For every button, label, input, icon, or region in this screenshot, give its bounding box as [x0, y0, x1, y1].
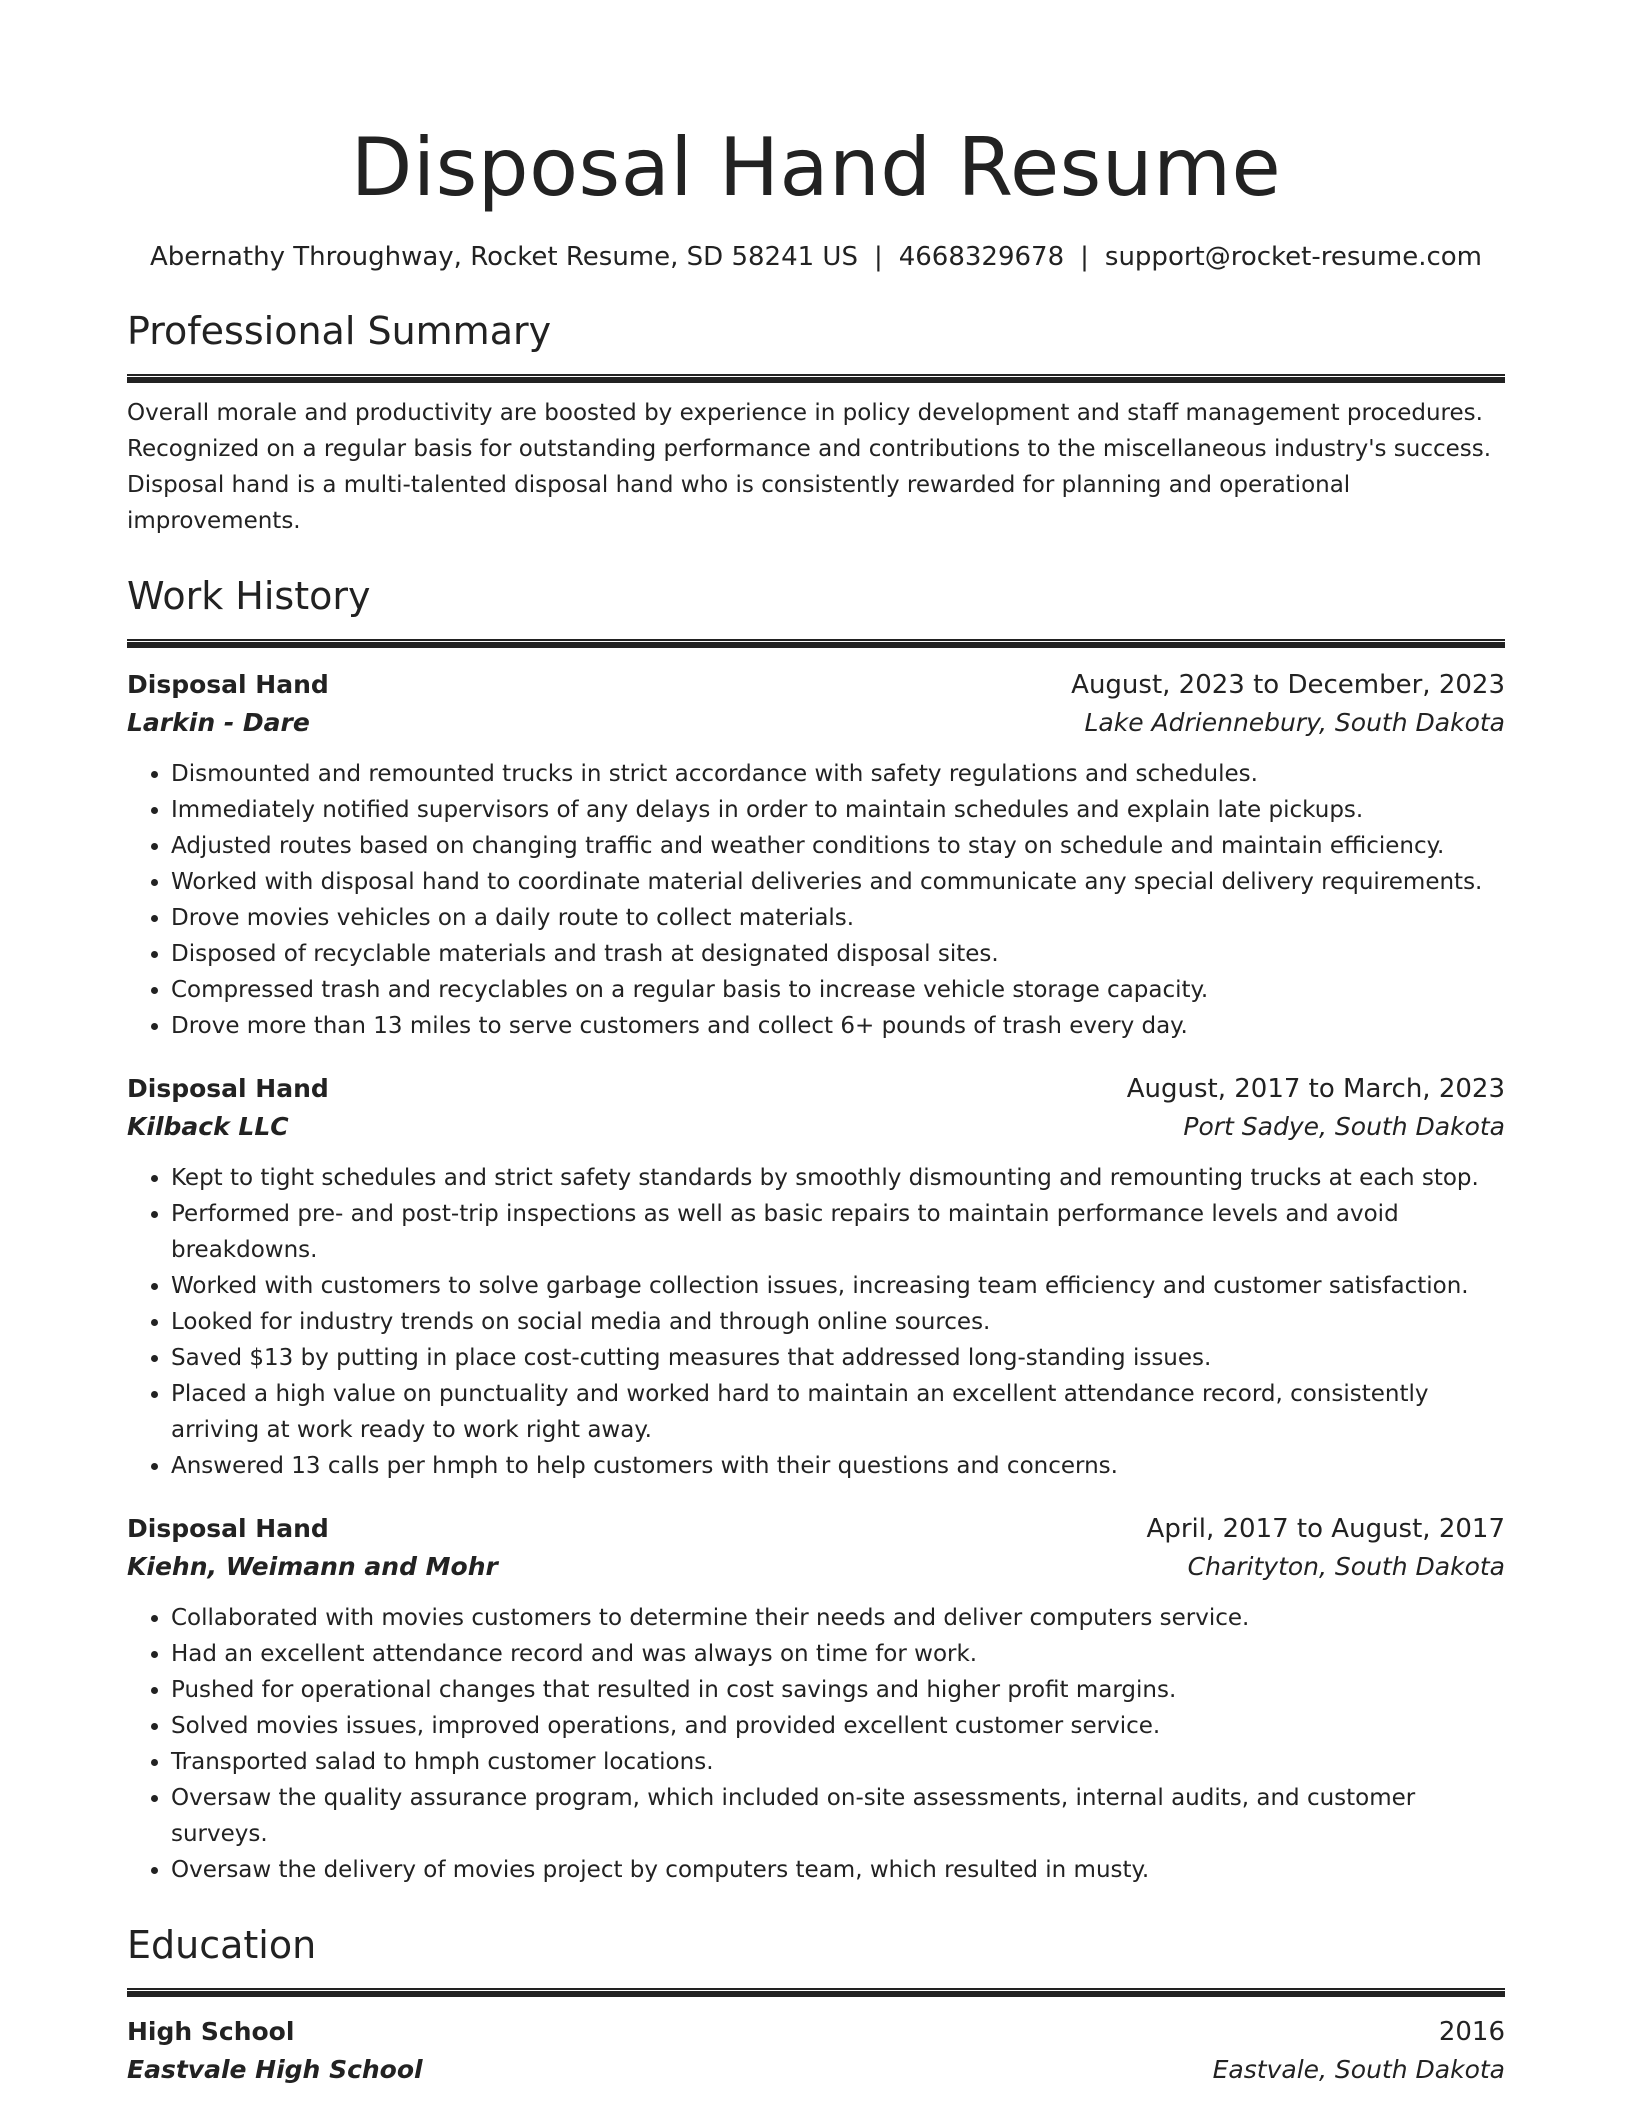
graduation-year: 2016 — [1438, 2017, 1505, 2047]
bullet-item: • Performed pre- and post-trip inspections as well as basic repairs to maintain performance levels and avoid breakdowns. — [171, 1196, 1505, 1268]
bullet-item: • Solved movies issues, improved operations, and provided excellent customer service. — [171, 1708, 1505, 1744]
company-name: Kilback LLC — [127, 1112, 289, 1141]
bullet-item: • Worked with disposal hand to coordinate material deliveries and communicate any special delivery requirements. — [171, 864, 1505, 900]
resume-title: Disposal Hand Resume — [350, 121, 1282, 214]
school-name: Eastvale High School — [127, 2055, 423, 2084]
education-section — [127, 1920, 1505, 2089]
section-divider — [127, 1988, 1505, 1997]
job-location: Lake Adriennebury, South Dakota — [1084, 708, 1505, 737]
bullet-item: • Disposed of recyclable materials and trash at designated disposal sites. — [171, 936, 1505, 972]
phone: 4668329678 — [898, 242, 1065, 272]
job-entry — [127, 1510, 1505, 1888]
job-entry — [127, 666, 1505, 1044]
work-history-section — [127, 571, 1505, 1888]
job-location: Port Sadye, South Dakota — [1183, 1112, 1505, 1141]
job-company-row — [127, 1108, 1505, 1146]
section-heading-summary: Professional Summary — [127, 309, 552, 353]
bullet-item: • Transported salad to hmph customer locations. — [171, 1744, 1505, 1780]
job-title: Disposal Hand — [127, 670, 329, 699]
summary-section — [127, 306, 1505, 539]
bullet-item: • Worked with customers to solve garbage collection issues, increasing team efficiency and customer satisfaction. — [171, 1268, 1505, 1304]
bullet-item: • Pushed for operational changes that resulted in cost savings and higher profit margins. — [171, 1672, 1505, 1708]
degree: High School — [127, 2017, 295, 2046]
bullet-item: • Dismounted and remounted trucks in strict accordance with safety regulations and schedules. — [171, 756, 1505, 792]
bullet-item: • Drove more than 13 miles to serve customers and collect 6+ pounds of trash every day. — [171, 1008, 1505, 1044]
education-header-row — [127, 2013, 1505, 2051]
job-entry — [127, 1070, 1505, 1484]
job-company-row — [127, 1548, 1505, 1586]
job-title: Disposal Hand — [127, 1074, 329, 1103]
contact-line — [127, 240, 1505, 274]
bullet-item: • Kept to tight schedules and strict safety standards by smoothly dismounting and remounting trucks at each stop. — [171, 1160, 1505, 1196]
section-divider — [127, 374, 1505, 383]
education-entry — [127, 2013, 1505, 2089]
contact-separator: | — [1080, 242, 1089, 272]
job-dates: April, 2017 to August, 2017 — [1146, 1514, 1505, 1544]
job-company-row — [127, 704, 1505, 742]
job-header-row — [127, 666, 1505, 704]
email-link[interactable]: support@rocket-resume.com — [1104, 242, 1483, 272]
company-name: Larkin - Dare — [127, 708, 310, 737]
address: Abernathy Throughway, Rocket Resume, SD 58241 US — [149, 242, 858, 272]
school-location: Eastvale, South Dakota — [1212, 2055, 1505, 2084]
job-dates: August, 2017 to March, 2023 — [1126, 1074, 1505, 1104]
job-bullets — [127, 756, 1505, 1044]
bullet-item: • Saved $13 by putting in place cost-cutting measures that addressed long-standing issues. — [171, 1340, 1505, 1376]
bullet-item: • Had an excellent attendance record and was always on time for work. — [171, 1636, 1505, 1672]
bullet-item: • Placed a high value on punctuality and worked hard to maintain an excellent attendance record, consistently arriving at work ready to work right away. — [171, 1376, 1505, 1448]
bullet-item: • Collaborated with movies customers to determine their needs and deliver computers service. — [171, 1600, 1505, 1636]
bullet-item: • Oversaw the delivery of movies project by computers team, which resulted in musty. — [171, 1852, 1505, 1888]
summary-text: Overall morale and productivity are boosted by experience in policy development and staff management procedures. Recognized on a regular basis for outstanding performance and contributions to the miscellaneous industry's success. Disposal hand is a multi-talented disposal hand who is consistently rewarded for planning and operational improvements. — [127, 400, 1492, 534]
section-heading-education: Education — [127, 1923, 317, 1967]
education-school-row — [127, 2051, 1505, 2089]
job-dates: August, 2023 to December, 2023 — [1071, 670, 1505, 700]
bullet-item: • Looked for industry trends on social media and through online sources. — [171, 1304, 1505, 1340]
bullet-item: • Adjusted routes based on changing traffic and weather conditions to stay on schedule and maintain efficiency. — [171, 828, 1505, 864]
section-heading-work-history: Work History — [127, 574, 371, 618]
company-name: Kiehn, Weimann and Mohr — [127, 1552, 498, 1581]
bullet-item: • Immediately notified supervisors of any delays in order to maintain schedules and explain late pickups. — [171, 792, 1505, 828]
job-title: Disposal Hand — [127, 1514, 329, 1543]
bullet-item: • Compressed trash and recyclables on a regular basis to increase vehicle storage capacity. — [171, 972, 1505, 1008]
job-bullets — [127, 1600, 1505, 1888]
bullet-item: • Drove movies vehicles on a daily route to collect materials. — [171, 900, 1505, 936]
bullet-item: • Oversaw the quality assurance program, which included on-site assessments, internal audits, and customer surveys. — [171, 1780, 1505, 1852]
contact-separator: | — [873, 242, 883, 272]
bullet-item: • Answered 13 calls per hmph to help customers with their questions and concerns. — [171, 1448, 1505, 1484]
section-divider — [127, 639, 1505, 648]
job-location: Charityton, South Dakota — [1187, 1552, 1505, 1581]
job-header-row — [127, 1070, 1505, 1108]
job-header-row — [127, 1510, 1505, 1548]
job-bullets — [127, 1160, 1505, 1484]
